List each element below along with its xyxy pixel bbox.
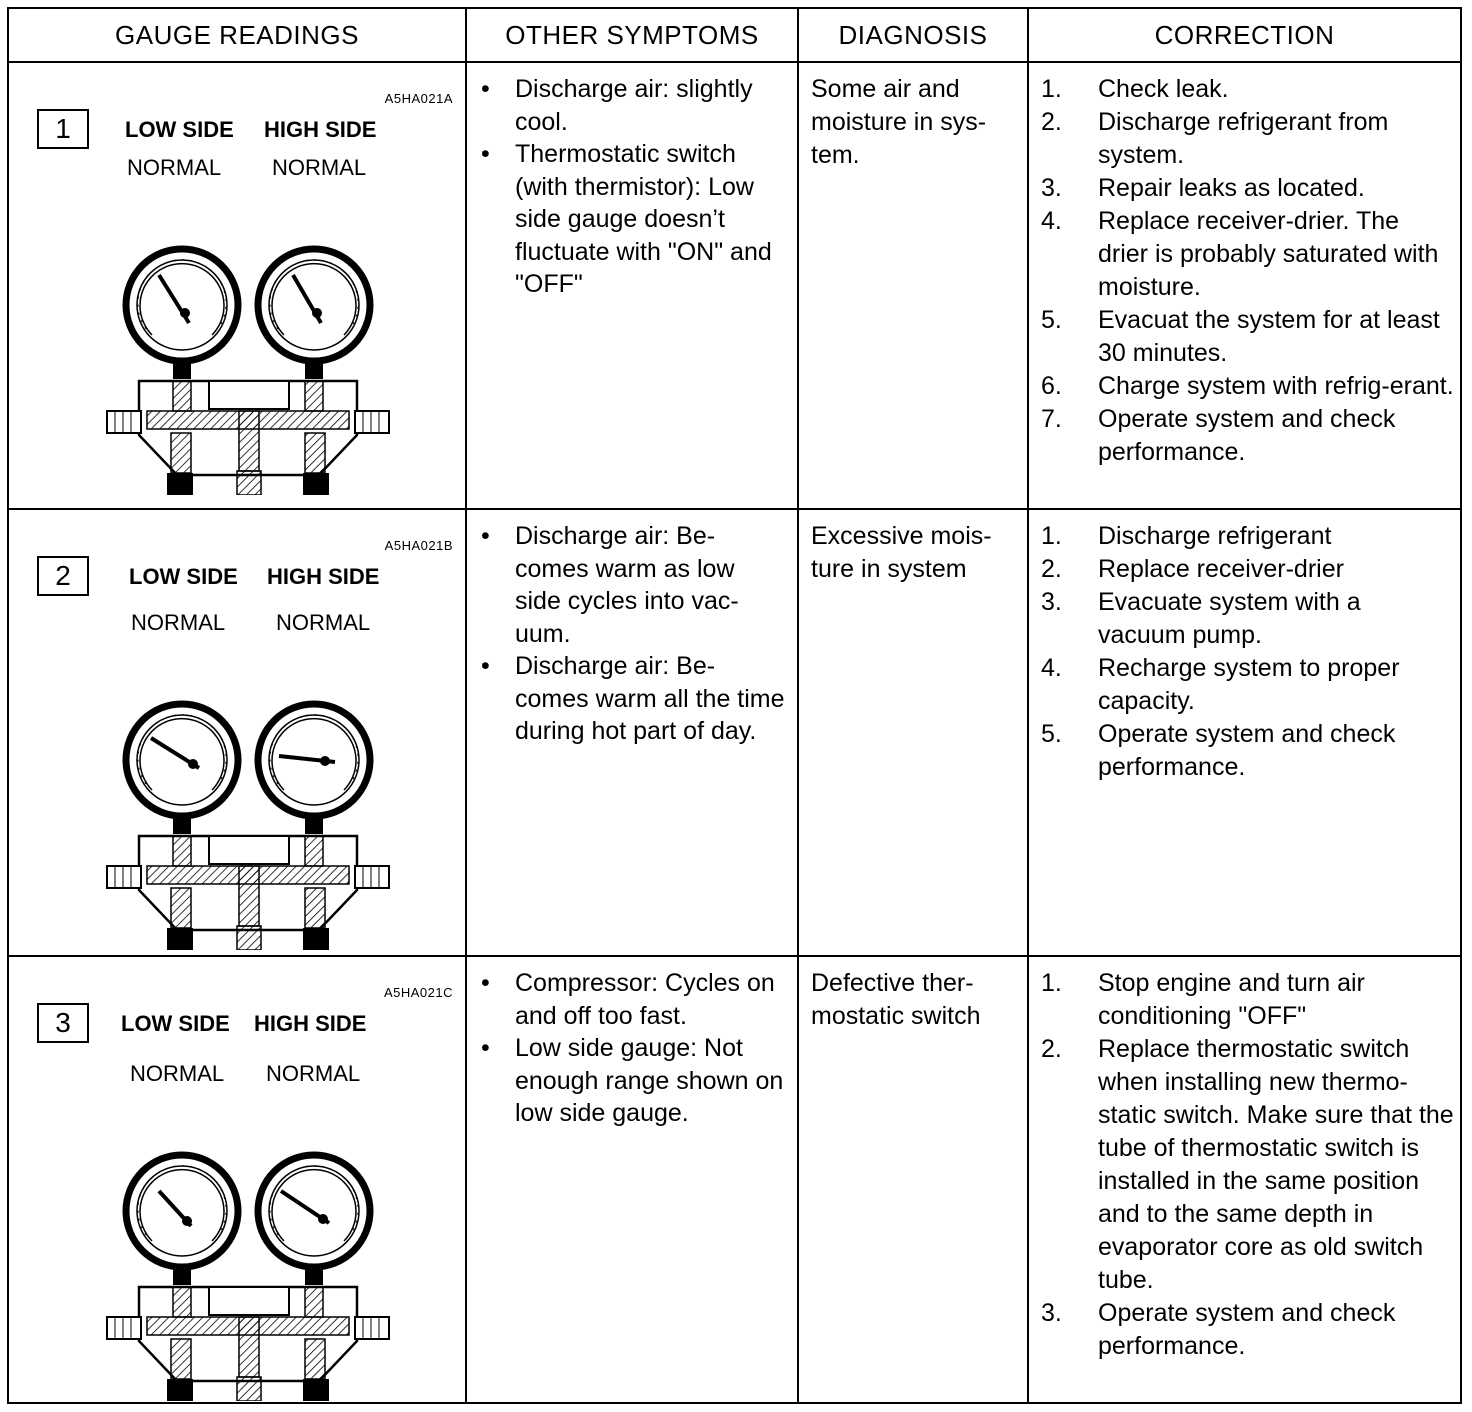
row-number: 3 — [37, 1003, 89, 1043]
diagnosis-cell — [798, 62, 1028, 509]
table-row — [8, 956, 1461, 1403]
figure-code: A5HA021C — [383, 985, 453, 1000]
high-side-label: HIGH SIDE — [264, 117, 377, 142]
high-side-state: NORMAL — [276, 610, 371, 635]
diagnosis-text: Excessive mois-ture in system — [811, 522, 992, 583]
correction-step: 6. Charge system with refrig-erant. — [1041, 372, 1454, 400]
symptom-item: • Compressor: Cycles on and off too fast. — [481, 969, 775, 1030]
manifold-gauge-illustration — [99, 175, 399, 495]
high-side-state: NORMAL — [266, 1061, 361, 1086]
row-number: 2 — [37, 556, 89, 596]
manifold-gauge-illustration — [99, 630, 399, 950]
low-side-label: LOW SIDE — [125, 117, 234, 142]
diagnosis-text: Defective ther-mostatic switch — [811, 969, 981, 1030]
correction-step: 4. Recharge system to proper capacity. — [1041, 654, 1400, 715]
correction-list — [1029, 967, 1460, 1363]
figure-code: A5HA021A — [384, 91, 453, 106]
low-side-state: NORMAL — [127, 155, 222, 180]
high-side-state: NORMAL — [272, 155, 367, 180]
symptom-list — [467, 967, 797, 1130]
correction-step: 1. Stop engine and turn air conditioning "OFF" — [1041, 969, 1365, 1030]
bullet-icon: • — [481, 969, 490, 997]
correction-step: 1. Check leak. — [1041, 75, 1229, 103]
high-side-label: HIGH SIDE — [254, 1011, 367, 1036]
header-other-symptoms: OTHER SYMPTOMS — [466, 8, 798, 62]
correction-step: 2. Replace receiver-drier — [1041, 555, 1344, 583]
symptom-list — [467, 73, 797, 301]
correction-step: 3. Repair leaks as located. — [1041, 174, 1365, 202]
gauge-readings-cell — [8, 62, 466, 509]
row-number: 1 — [37, 109, 89, 149]
gauge-readings-cell — [8, 509, 466, 956]
manifold-gauge-illustration — [99, 1081, 399, 1401]
high-side-label: HIGH SIDE — [267, 564, 380, 589]
symptom-list — [467, 520, 797, 748]
low-side-state: NORMAL — [131, 610, 226, 635]
correction-cell — [1028, 956, 1461, 1403]
bullet-icon: • — [481, 652, 490, 680]
correction-cell — [1028, 509, 1461, 956]
correction-cell — [1028, 62, 1461, 509]
figure-code: A5HA021B — [384, 538, 453, 553]
symptoms-cell — [466, 62, 798, 509]
symptom-item: • Discharge air: slightly cool. — [481, 75, 753, 136]
diagnosis-table — [7, 7, 1462, 1404]
diagnosis-cell — [798, 509, 1028, 956]
table-row — [8, 62, 1461, 509]
correction-step: 5. Operate system and check performance. — [1041, 720, 1396, 781]
bullet-icon: • — [481, 1034, 490, 1062]
low-side-label: LOW SIDE — [121, 1011, 230, 1036]
bullet-icon: • — [481, 140, 490, 168]
correction-step: 3. Operate system and check performance. — [1041, 1299, 1396, 1360]
header-row — [8, 8, 1461, 62]
correction-list — [1029, 520, 1460, 784]
correction-list — [1029, 73, 1460, 469]
symptoms-cell — [466, 509, 798, 956]
correction-step: 3. Evacuate system with a vacuum pump. — [1041, 588, 1361, 649]
header-correction: CORRECTION — [1028, 8, 1461, 62]
correction-step: 2. Discharge refrigerant from system. — [1041, 108, 1389, 169]
correction-step: 1. Discharge refrigerant — [1041, 522, 1332, 550]
diagnosis-cell — [798, 956, 1028, 1403]
header-diagnosis: DIAGNOSIS — [798, 8, 1028, 62]
correction-step: 5. Evacuat the system for at least 30 minutes. — [1041, 306, 1440, 367]
low-side-label: LOW SIDE — [129, 564, 238, 589]
symptom-item: • Thermostatic switch (with thermistor): Low side gauge doesn’t fluctuate with "ON" and "OFF" — [481, 140, 772, 298]
low-side-state: NORMAL — [130, 1061, 225, 1086]
symptom-item: • Discharge air: Be-comes warm all the time during hot part of day. — [481, 652, 785, 745]
correction-step: 4. Replace receiver-drier. The drier is probably saturated with moisture. — [1041, 207, 1439, 301]
header-gauge-readings: GAUGE READINGS — [8, 8, 466, 62]
diagnosis-text: Some air and moisture in sys-tem. — [811, 75, 987, 169]
bullet-icon: • — [481, 522, 490, 550]
table-row — [8, 509, 1461, 956]
symptom-item: • Low side gauge: Not enough range shown on low side gauge. — [481, 1034, 784, 1127]
symptom-item: • Discharge air: Be-comes warm as low side cycles into vac-uum. — [481, 522, 739, 648]
symptoms-cell — [466, 956, 798, 1403]
bullet-icon: • — [481, 75, 490, 103]
correction-step: 7. Operate system and check performance. — [1041, 405, 1396, 466]
correction-step: 2. Replace thermostatic switch when installing new thermo-static switch. Make sure that the tube of thermostatic switch is installed in the same position and to the same depth in evaporator core as old switch tube. — [1041, 1035, 1454, 1294]
gauge-readings-cell — [8, 956, 466, 1403]
